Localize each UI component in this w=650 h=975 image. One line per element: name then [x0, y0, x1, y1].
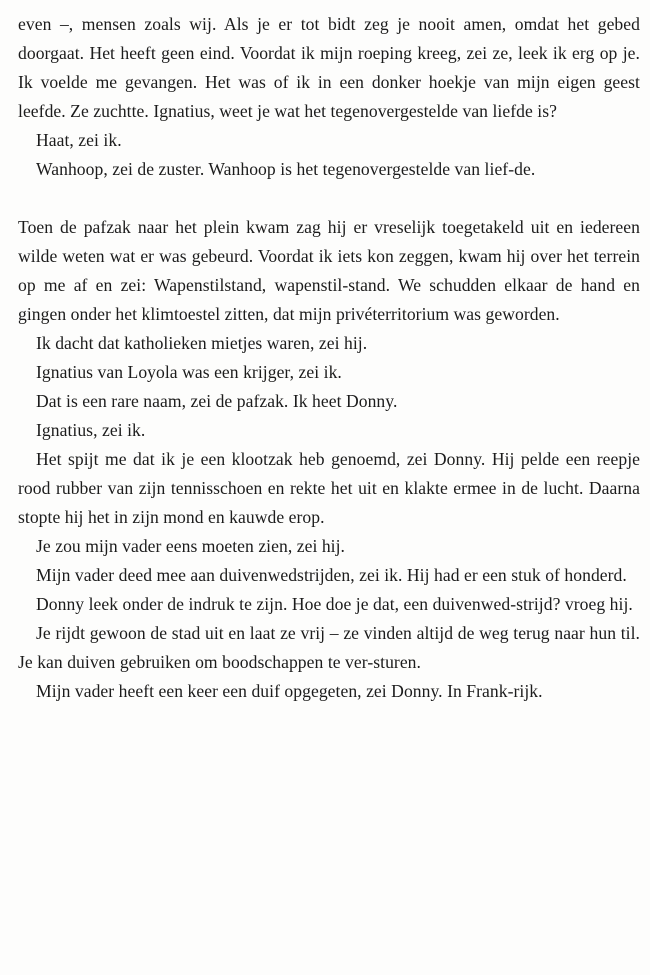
paragraph: Mijn vader deed mee aan duivenwedstrijden, zei ik. Hij had er een stuk of honderd. — [36, 565, 627, 585]
paragraph: Je zou mijn vader eens moeten zien, zei hij. — [36, 536, 345, 556]
paragraph: Het spijt me dat ik je een klootzak heb genoemd, zei Donny. Hij pelde een reepje rood rubber van zijn tennisschoen en rekte het uit en klakte ermee in de lucht. Daarna stopte hij het in zijn mond en kauwde erop. — [18, 449, 640, 527]
paragraph: Mijn vader heeft een keer een duif opgegeten, zei Donny. In Frank-rijk. — [36, 681, 543, 701]
paragraph: Wanhoop, zei de zuster. Wanhoop is het tegenovergestelde van lief-de. — [36, 159, 536, 179]
page-text — [18, 10, 640, 706]
paragraph: Donny leek onder de indruk te zijn. Hoe doe je dat, een duivenwed-strijd? vroeg hij. — [36, 594, 633, 614]
paragraph: even –, mensen zoals wij. Als je er tot bidt zeg je nooit amen, omdat het gebed doorgaat. Het heeft geen eind. Voordat ik mijn roeping kreeg, zei ze, leek ik erg op je. Ik voelde me gevangen. Het was of ik in een donker hoekje van mijn eigen geest leefde. Ze zuchtte. Ignatius, weet je wat het tegenovergestelde van liefde is? — [18, 14, 640, 121]
paragraph: Dat is een rare naam, zei de pafzak. Ik heet Donny. — [36, 391, 398, 411]
paragraph: Toen de pafzak naar het plein kwam zag hij er vreselijk toegetakeld uit en iedereen wilde weten wat er was gebeurd. Voordat ik iets kon zeggen, kwam hij over het terrein op me af en zei: Wapenstilstand, wapenstil-stand. We schudden elkaar de hand en gingen onder het klimtoestel zitten, dat mijn privéterritorium was geworden. — [18, 217, 640, 324]
paragraph: Haat, zei ik. — [36, 130, 122, 150]
section-break — [18, 184, 640, 213]
paragraph: Je rijdt gewoon de stad uit en laat ze vrij – ze vinden altijd de weg terug naar hun til. Je kan duiven gebruiken om boodschappen te ver-sturen. — [18, 623, 640, 672]
paragraph: Ik dacht dat katholieken mietjes waren, zei hij. — [36, 333, 368, 353]
paragraph: Ignatius, zei ik. — [36, 420, 146, 440]
paragraph: Ignatius van Loyola was een krijger, zei ik. — [36, 362, 342, 382]
